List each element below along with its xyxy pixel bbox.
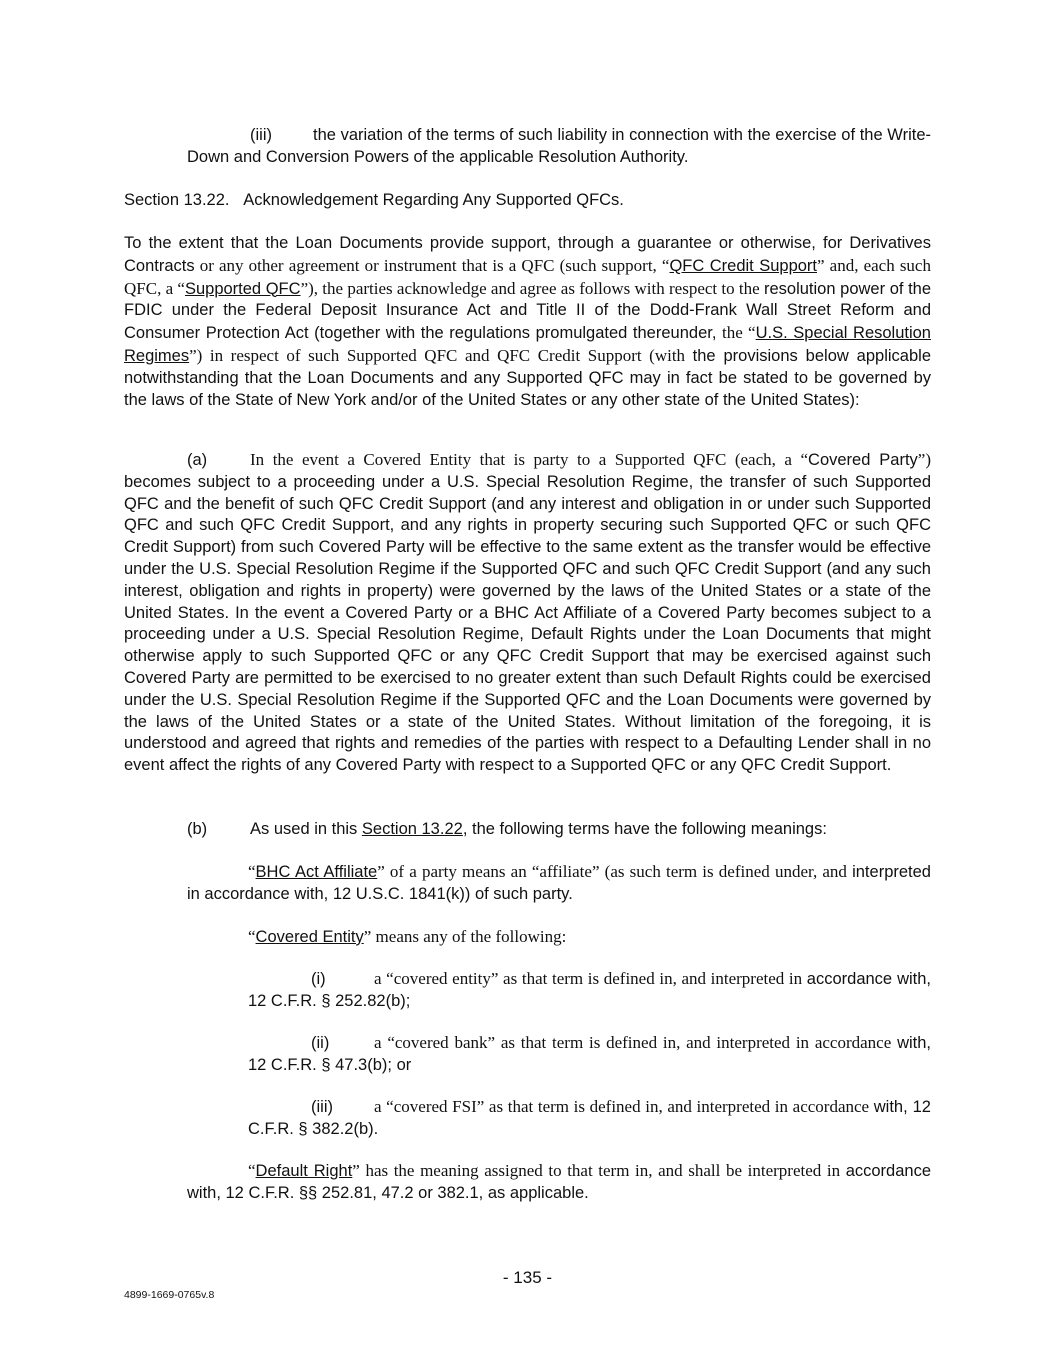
paragraph-text: the variation of the terms of such liability in connection with the exercise of the Write-Down and Conversion Powers of the applicable Resolution Authority. <box>187 126 931 166</box>
intro-text-8: the provisions below applicable notwithstanding that the Loan Documents and any Supported QFC may in fact be stated to be governed by the laws of the State of New York and/or of the United States or any other state of the United States): <box>124 346 931 409</box>
definition-covered-entity <box>187 926 931 949</box>
section-title: Acknowledgement Regarding Any Supported QFCs. <box>243 191 624 209</box>
section-reference-link[interactable]: Section 13.22 <box>361 820 463 838</box>
intro-text-7: ”) in respect of such Supported QFC and QFC Credit Support (with <box>189 345 693 365</box>
covered-entity-item-ii <box>248 1032 931 1077</box>
defined-term: Default Right <box>255 1162 353 1180</box>
section-heading <box>124 189 624 211</box>
item-text-1: a “covered entity” as that term is defined in, and interpreted in <box>374 969 807 988</box>
intro-text-6: the “ <box>722 323 756 343</box>
item-number: (iii) <box>250 126 272 144</box>
defined-term: BHC Act Affiliate <box>255 863 378 881</box>
definition-text-2: interpreted in accordance with, 12 U.S.C. 1841(k)) of such party. <box>187 863 931 903</box>
intro-text-3: ” and, each such QFC, a “ <box>124 255 931 298</box>
item-text-1: a “covered FSI” as that term is defined in, and interpreted in accordance <box>374 1097 874 1116</box>
document-id: 4899-1669-0765v.8 <box>124 1289 215 1301</box>
definition-text-2: accordance with, 12 C.F.R. §§ 252.81, 47.2 or 382.1, as applicable. <box>187 1162 932 1202</box>
definition-default-right <box>187 1160 931 1205</box>
defined-term: Covered Entity <box>255 928 364 946</box>
definition-text-1: ” of a party means an “affiliate” (as such term is defined under, and <box>377 862 853 881</box>
definition-bhc-act-affiliate <box>187 861 931 906</box>
paragraph-label: (a) <box>187 451 208 469</box>
definition-text: ” means any of the following: <box>363 927 567 946</box>
covered-entity-item-iii <box>248 1096 931 1141</box>
item-text-2: accordance with, 12 C.F.R. § 252.82(b); <box>248 970 931 1010</box>
item-text-2: with, 12 C.F.R. § 382.2(b). <box>248 1098 931 1138</box>
open-quote: “ <box>248 927 256 946</box>
defined-term-special-resolution-regimes: U.S. Special Resolution Regimes <box>124 324 931 365</box>
definition-text-1: ” has the meaning assigned to that term in, and shall be interpreted in <box>352 1161 846 1180</box>
intro-text-2: or any other agreement or instrument that is a QFC (such support, “ <box>194 255 670 275</box>
defined-term-supported-qfc: Supported QFC <box>184 279 301 298</box>
intro-text-4: ”), the parties acknowledge and agree as follows with respect to the <box>300 278 764 298</box>
item-number: (iii) <box>311 1098 333 1116</box>
intro-text-5: resolution power of the FDIC under the Federal Deposit Insurance Act and Title II of the Dodd-Frank Wall Street Reform and Consumer Protection Act (together with the regulations promulgated thereunder, <box>124 279 932 343</box>
item-number: (ii) <box>311 1034 330 1052</box>
open-quote: “ <box>248 862 256 881</box>
open-quote: “ <box>248 1161 256 1180</box>
intro-paragraph <box>124 233 931 411</box>
paragraph-b <box>124 819 931 841</box>
paragraph-iii-top <box>187 125 931 169</box>
intro-text-1: To the extent that the Loan Documents provide support, through a guarantee or otherwise, for Derivatives Contracts <box>124 234 931 275</box>
covered-entity-item-i <box>248 968 931 1013</box>
paragraph-a-text-3: becomes subject to a proceeding under a U.S. Special Resolution Regime, the transfer of such Supported QFC and the benefit of such QFC Credit Support (and any interest and obligation in or under such Supported QFC and such QFC Credit Support, and any rights in property securing such Supported QFC or such QFC Credit Support) from such Covered Party will be effective to the same extent as the transfer would be effective under the U.S. Special Resolution Regime if the Supported QFC and such QFC Credit Support (and any such interest, obligation and rights in property) were governed by the laws of the United States or a state of the United States. In the event a Covered Party or a BHC Act Affiliate of a Covered Party becomes subject to a proceeding under a U.S. Special Resolution Regime, Default Rights under the Loan Documents that might otherwise apply to such Supported QFC or any QFC Credit Support that may be exercised against such Covered Party are permitted to be exercised to no greater extent than such Default Rights could be exercised under the U.S. Special Resolution Regime if the Supported QFC and the Loan Documents were governed by the laws of the United States or a state of the United States. Without limitation of the foregoing, it is understood and agreed that rights and remedies of the parties with respect to a Defaulting Lender shall in no event affect the rights of any Covered Party with respect to a Supported QFC or any QFC Credit Support. <box>124 472 931 775</box>
paragraph-a <box>124 449 931 777</box>
paragraph-a-text-1: In the event a Covered Entity that is party to a Supported QFC (each, a “ <box>250 450 809 469</box>
paragraph-b-text-2: , the following terms have the following meanings: <box>462 820 827 838</box>
section-number: Section 13.22. <box>124 191 230 209</box>
paragraph-label: (b) <box>187 820 208 838</box>
item-text-2: with, 12 C.F.R. § 47.3(b); or <box>248 1034 931 1074</box>
paragraph-b-text-1: As used in this <box>250 820 362 838</box>
page-number: - 135 - <box>502 1268 553 1287</box>
paragraph-a-text-2: ”) <box>917 450 931 469</box>
paragraph-a-term: Covered Party <box>808 451 918 469</box>
item-number: (i) <box>311 970 326 988</box>
defined-term-qfc-credit-support: QFC Credit Support <box>669 256 817 275</box>
item-text-1: a “covered bank” as that term is defined in, and interpreted in accordance <box>374 1033 898 1052</box>
